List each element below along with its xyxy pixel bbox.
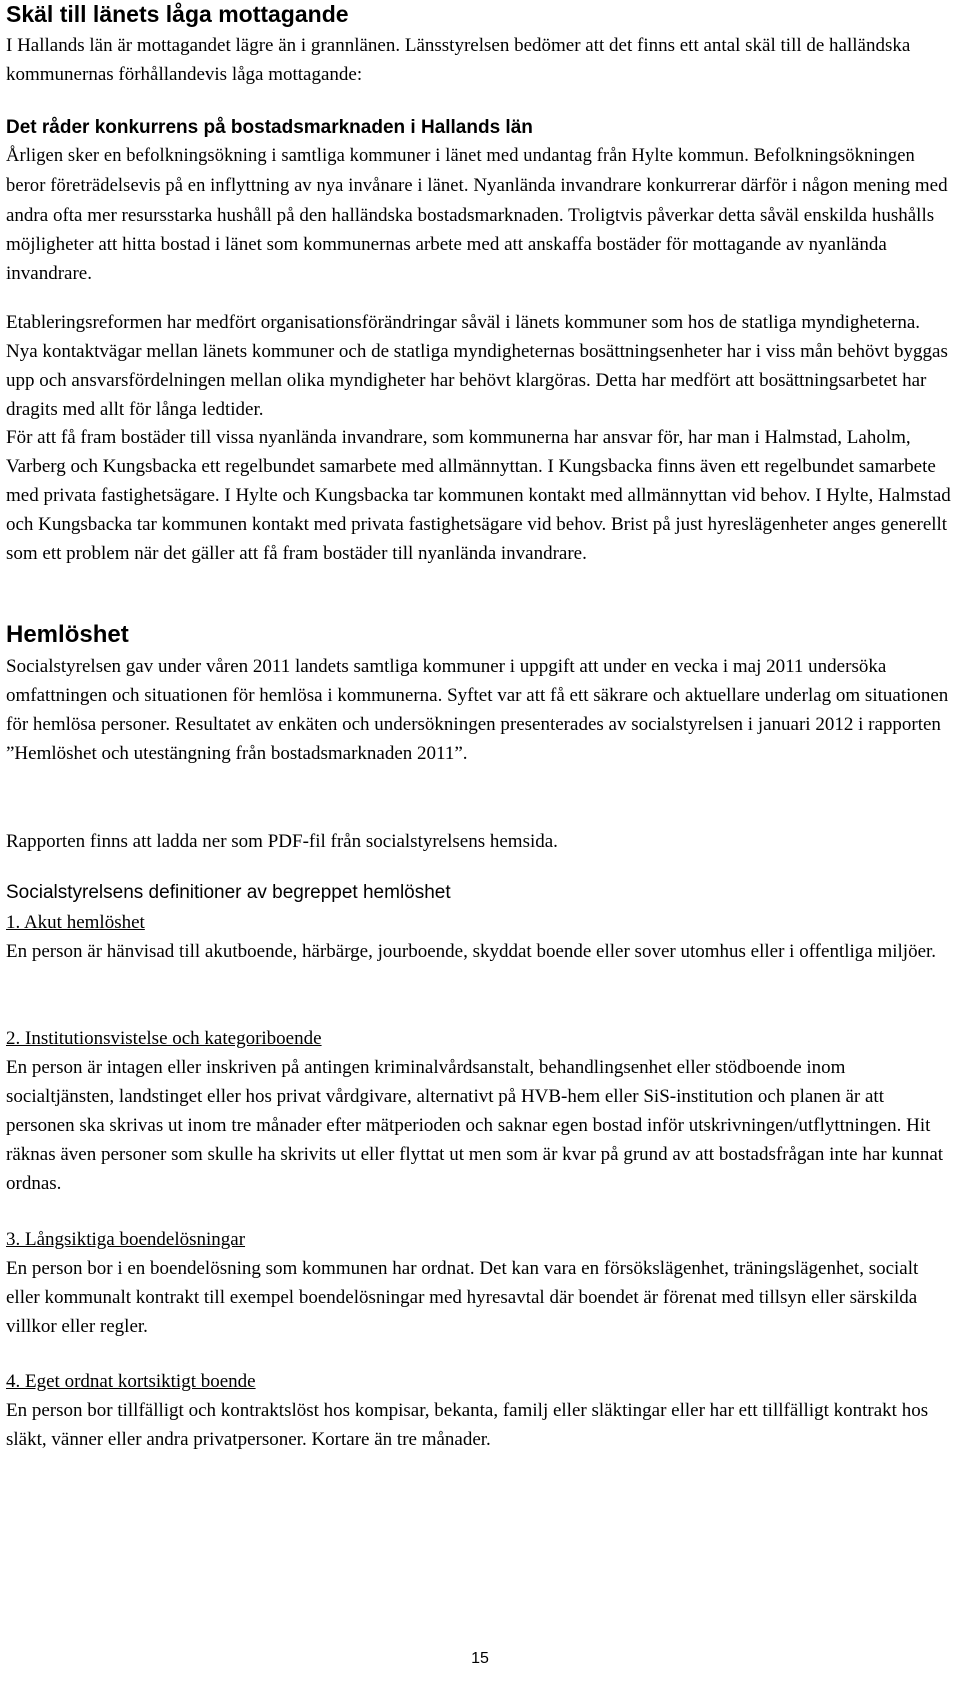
definition-2-title: 2. Institutionsvistelse och kategoriboende xyxy=(6,1028,322,1049)
definition-1-title: 1. Akut hemlöshet xyxy=(6,912,145,933)
section-title-skal: Skäl till länets låga mottagande xyxy=(6,1,349,27)
definitions-heading: Socialstyrelsens definitioner av begreppet hemlöshet xyxy=(6,882,451,903)
section-title-hemloshet: Hemlöshet xyxy=(6,621,129,648)
paragraph-befolkning-rest: Nyanlända invandrare konkurrerar därför i någon mening med andra ofta mer resursstarka hushåll på den halländska bostadsmarknaden. Troligtvis påverkar detta såväl enskilda hushålls möjligheter att hitta bostad i länet som kommunernas arbete med att anskaffa bostäder för mottagande av nyanlända invandrare. xyxy=(6,175,948,284)
subheading-konkurrens: Det råder konkurrens på bostadsmarknaden i Hallands län xyxy=(6,117,533,138)
paragraph-befolkning-narrow: Årligen sker en befolkningsökning i samtliga kommuner i länet med undantag från Hylte kommun. Befolkningsökningen beror företrädelsevis på en inflyttning av nya invånare i länet. xyxy=(6,146,915,196)
page-number: 15 xyxy=(471,1650,489,1667)
definition-3-title: 3. Långsiktiga boendelösningar xyxy=(6,1229,246,1250)
paragraph-socialstyrelsen: Socialstyrelsen gav under våren 2011 landets samtliga kommuner i uppgift att under en vecka i maj 2011 undersöka omfattningen och situationen för hemlösa i kommunerna. Syftet var att få ett säkrare och aktuellare underlag om situationen för hemlösa personer. Resultatet av enkäten och undersökningen presenterades av socialstyrelsen i januari 2012 i rapporten ”Hemlöshet och utestängning från bostadsmarknaden 2011”. xyxy=(6,656,949,764)
intro-paragraph: I Hallands län är mottagandet lägre än i grannlänen. Länsstyrelsen bedömer att det finns ett antal skäl till de halländska kommunernas förhållandevis låga mottagande: xyxy=(6,35,911,85)
definition-1-text: En person är hänvisad till akutboende, härbärge, jourboende, skyddat boende eller sover utomhus eller i offentliga miljöer. xyxy=(6,941,937,962)
definition-3-text: En person bor i en boendelösning som kommunen har ordnat. Det kan vara en försökslägenhet, träningslägenhet, socialt eller kommunalt kontrakt till exempel boendelösningar med hyresavtal där boendet är förenat med tillsyn eller särskilda villkor eller regler. xyxy=(6,1258,919,1337)
paragraph-befolkning xyxy=(6,141,956,288)
definition-4-text: En person bor tillfälligt och kontraktslöst hos kompisar, bekanta, familj eller släktingar eller har ett tillfälligt kontrakt hos släkt, vänner eller andra privatpersoner. Kortare än tre månader. xyxy=(6,1400,929,1450)
paragraph-bostader: För att få fram bostäder till vissa nyanlända invandrare, som kommunerna har ansvar för, har man i Halmstad, Laholm, Varberg och Kungsbacka ett regelbundet samarbete med allmännyttan. I Kungsbacka finns även ett regelbundet samarbete med privata fastighetsägare. I Hylte och Kungsbacka tar kommunen kontakt med allmännyttan vid behov. I Hylte, Halmstad och Kungsbacka tar kommunen kontakt med privata fastighetsägare vid behov. Brist på just hyreslägenheter anges generellt som ett problem när det gäller att få fram bostäder till nyanlända invandrare. xyxy=(6,427,951,564)
paragraph-etablering: Etableringsreformen har medfört organisationsförändringar såväl i länets kommuner som hos de statliga myndigheterna. Nya kontaktvägar mellan länets kommuner och de statliga myndigheternas bosättningsenheter har i viss mån behövt byggas upp och ansvarsfördelningen mellan olika myndigheter har behövt klargöras. Detta har medfört att bosättningsarbetet har dragits med allt för långa ledtider. xyxy=(6,312,948,420)
paragraph-rapport: Rapporten finns att ladda ner som PDF-fil från socialstyrelsens hemsida. xyxy=(6,831,558,852)
definition-2-text: En person är intagen eller inskriven på antingen kriminalvårdsanstalt, behandlingsenhet eller stödboende inom socialtjänsten, landstinget eller hos privat vårdgivare, alternativt på HVB-hem eller SiS-institution och planen är att personen ska skrivas ut inom tre månader efter mätperioden och saknar egen bostad inför utskrivningen/utflyttningen. Hit räknas även personer som skulle ha skrivits ut eller flyttat ut men som är kvar på grund av att bostadsfrågan inte har kunnat ordnas. xyxy=(6,1057,944,1194)
definition-4-title: 4. Eget ordnat kortsiktigt boende xyxy=(6,1371,256,1392)
